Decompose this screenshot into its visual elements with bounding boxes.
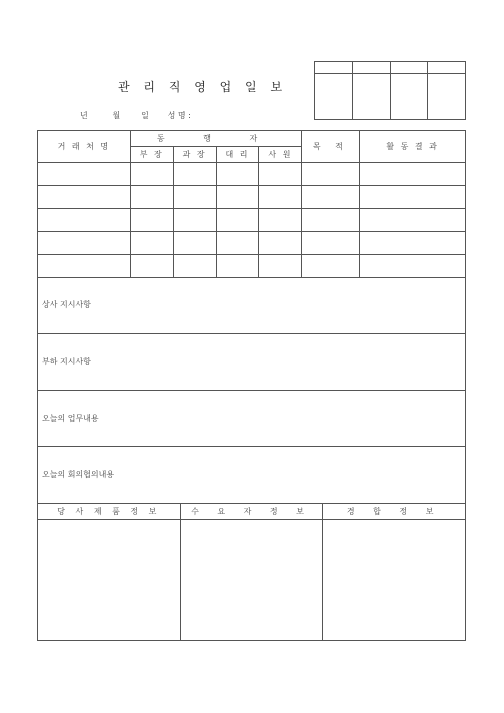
name-label: 성 명 :	[167, 111, 191, 120]
superior-instructions-section[interactable]	[37, 277, 466, 334]
cell[interactable]	[216, 163, 259, 186]
customer-info-header: 수 요 자 정 보	[180, 504, 323, 520]
header-purpose: 목 적	[302, 131, 360, 163]
cell[interactable]	[259, 209, 302, 232]
cell[interactable]	[173, 232, 216, 255]
header-manager: 부 장	[130, 147, 173, 163]
table-row	[38, 232, 466, 255]
cell[interactable]	[216, 209, 259, 232]
cell[interactable]	[360, 255, 466, 278]
header-section-chief: 과 장	[173, 147, 216, 163]
cell[interactable]	[173, 163, 216, 186]
table-row	[38, 255, 466, 278]
header-companion: 동 행 자	[130, 131, 302, 147]
cell[interactable]	[216, 232, 259, 255]
table-row	[38, 186, 466, 209]
cell[interactable]	[173, 255, 216, 278]
approval-sign-cell[interactable]	[315, 74, 353, 120]
cell[interactable]	[302, 163, 360, 186]
meeting-notes-section[interactable]	[37, 447, 466, 504]
header-result: 활 동 결 과	[360, 131, 466, 163]
cell[interactable]	[360, 186, 466, 209]
section-label: 오늘의 업무내용	[42, 414, 99, 423]
cell[interactable]	[259, 163, 302, 186]
cell[interactable]	[38, 186, 131, 209]
date-name-line	[80, 110, 191, 121]
activity-table	[37, 130, 466, 278]
approval-sign-cell[interactable]	[390, 74, 428, 120]
cell[interactable]	[173, 186, 216, 209]
approval-sign-cell[interactable]	[428, 74, 466, 120]
cell[interactable]	[130, 163, 173, 186]
cell[interactable]	[130, 255, 173, 278]
approval-header-cell[interactable]	[315, 62, 353, 74]
cell[interactable]	[360, 209, 466, 232]
subordinate-instructions-section[interactable]	[37, 334, 466, 391]
cell[interactable]	[360, 163, 466, 186]
approval-header-cell[interactable]	[428, 62, 466, 74]
competitor-info-cell[interactable]	[323, 520, 466, 641]
cell[interactable]	[38, 232, 131, 255]
table-row	[38, 209, 466, 232]
cell[interactable]	[302, 232, 360, 255]
header-client: 거 래 처 명	[38, 131, 131, 163]
own-product-info-header: 당 사 제 품 정 보	[38, 504, 181, 520]
cell[interactable]	[130, 186, 173, 209]
month-label: 월	[112, 111, 121, 120]
cell[interactable]	[38, 255, 131, 278]
info-table	[37, 503, 466, 641]
year-label: 년	[80, 111, 88, 120]
cell[interactable]	[259, 255, 302, 278]
day-label: 일	[141, 111, 149, 120]
approval-header-cell[interactable]	[352, 62, 390, 74]
header-assistant-manager: 대 리	[216, 147, 259, 163]
cell[interactable]	[360, 232, 466, 255]
cell[interactable]	[259, 186, 302, 209]
customer-info-cell[interactable]	[180, 520, 323, 641]
competitor-info-header: 경 합 정 보	[323, 504, 466, 520]
section-label: 상사 지시사항	[42, 300, 91, 309]
approval-box	[314, 61, 466, 120]
table-row	[38, 163, 466, 186]
cell[interactable]	[216, 186, 259, 209]
cell[interactable]	[216, 255, 259, 278]
own-product-info-cell[interactable]	[38, 520, 181, 641]
cell[interactable]	[130, 232, 173, 255]
page-title: 관 리 직 영 업 일 보	[118, 80, 288, 94]
cell[interactable]	[130, 209, 173, 232]
section-label: 오늘의 회의협의내용	[42, 470, 115, 479]
cell[interactable]	[259, 232, 302, 255]
approval-sign-cell[interactable]	[352, 74, 390, 120]
header-staff: 사 원	[259, 147, 302, 163]
cell[interactable]	[302, 209, 360, 232]
cell[interactable]	[173, 209, 216, 232]
cell[interactable]	[38, 209, 131, 232]
approval-header-cell[interactable]	[390, 62, 428, 74]
section-label: 부하 지시사항	[42, 357, 91, 366]
cell[interactable]	[302, 186, 360, 209]
cell[interactable]	[38, 163, 131, 186]
daily-tasks-section[interactable]	[37, 391, 466, 447]
cell[interactable]	[302, 255, 360, 278]
